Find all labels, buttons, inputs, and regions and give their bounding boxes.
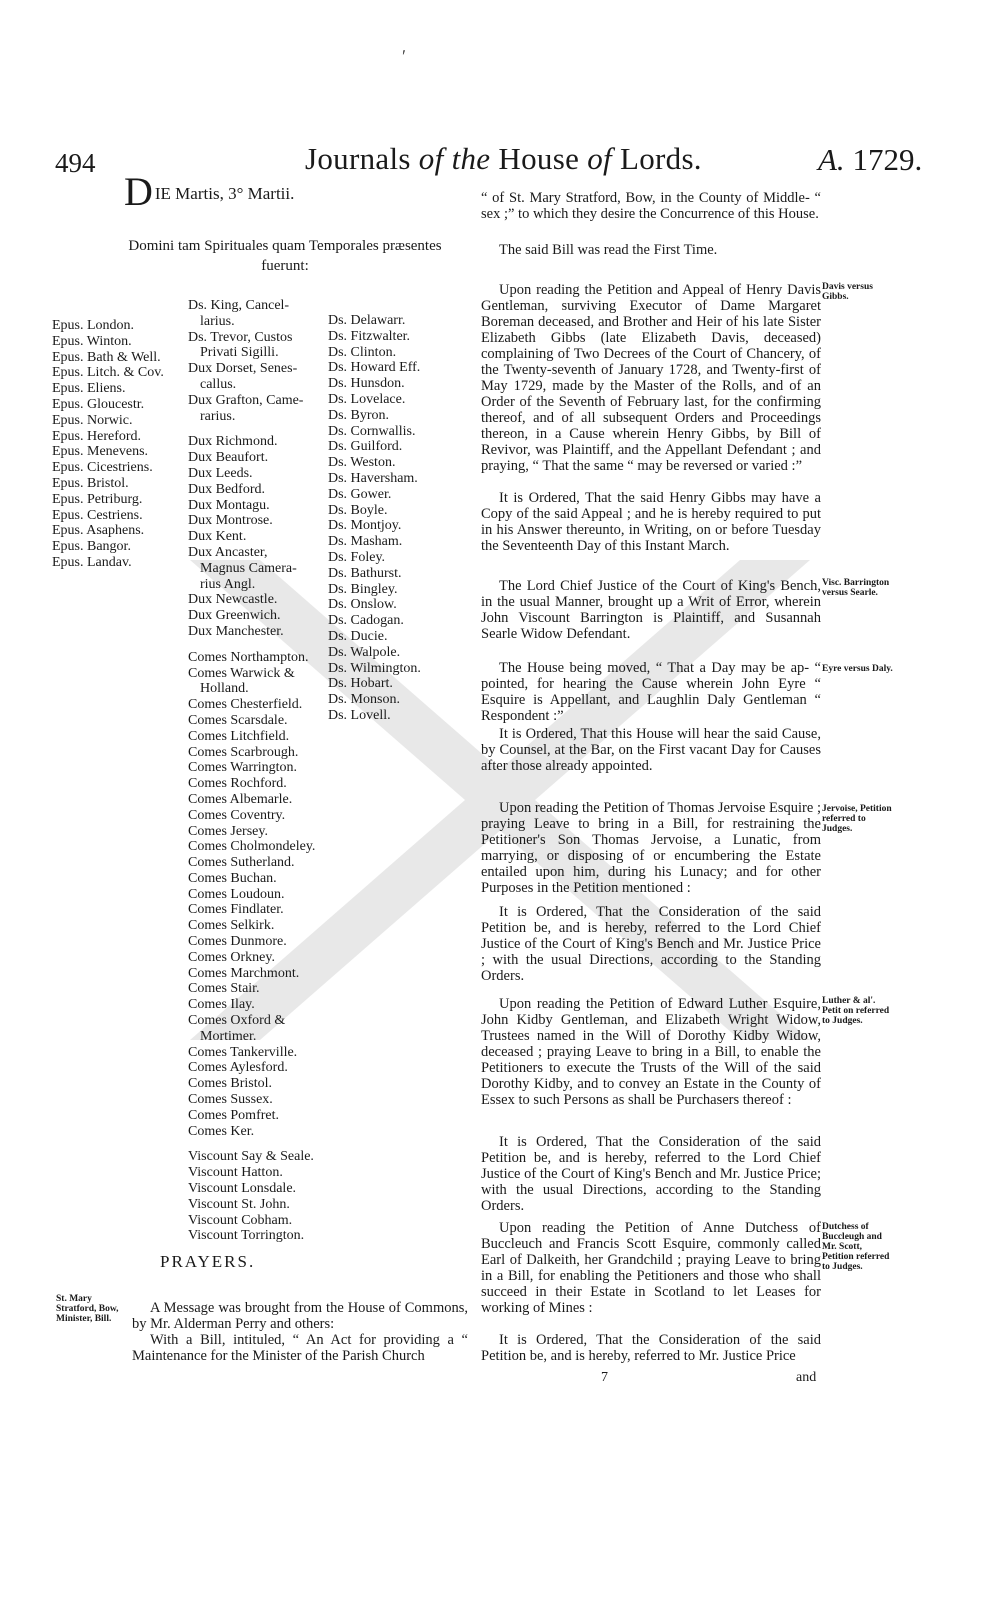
margin-note: St. Mary Stratford, Bow, Minister, Bill. (56, 1294, 119, 1324)
lord-entry: Epus. Gloucestr. (52, 396, 145, 412)
lord-entry: Epus. Eliens. (52, 381, 126, 397)
lord-entry: Epus. Litch. & Cov. (52, 365, 164, 381)
lords-barons-column: Ds. Delawarr. Ds. Fitzwalter. Ds. Clinton. Ds. Howard Eff. Ds. Hunsdon. Ds. Lovelace. Ds. Byron. Ds. Cornwallis. Ds. Guilford. Ds. Weston. Ds. Haversham. Ds. Gower. Ds. Boyle. Ds. Montjoy. Ds. Masham. Ds. Foley. Ds. Bathurst. Ds. Bingley. Ds. Onslow. Ds. Cadogan. Ds. Ducie. Ds. Walpole. Ds. Wilmington. Ds. Hobart. Ds. Monson. Ds. Lovell. (328, 313, 421, 723)
lord-entry: Epus. Petriburg. (52, 491, 143, 507)
paragraph: It is Ordered, That this House will hear the said Cause, by Counsel, at the Bar, on the First vacant Day for Causes after those already appointed. (481, 726, 821, 774)
sitting-date: IE Martis, 3° Martii. (154, 184, 295, 203)
paragraph: Upon reading the Petition of Edward Luther Esquire, John Kidby Gentleman, and Elizabeth Wright Widow, Trustees named in the Will of Dorothy Kidby Widow, deceased ; praying Leave to bring in a Bill, to enable the Petitioners to execute the Trusts of the Will of the said Dorothy Kidby, and to convey an Estate in the County of Essex to such Persons as shall be Purchasers thereof : (481, 996, 821, 1108)
paragraph: Upon reading the Petition of Anne Dutchess of Buccleuch and Francis Scott Esquire, commonly called Earl of Dalkeith, her Grandchild ; praying Leave to bring in a Bill, for enabling the Petitioners and those who shall succeed in their Estate in Scotland to let Leases for working of Mines : (481, 1220, 821, 1316)
left-text-block (132, 1300, 468, 1364)
lord-entry: Dux Grafton, Came- (188, 392, 304, 408)
signature-mark: 7 (601, 1370, 608, 1385)
lord-entry: Epus. London. (52, 318, 135, 333)
lord-entry: Epus. Winton. (52, 333, 132, 349)
paragraph: It is Ordered, That the Consideration of the said Petition be, and is hereby, referred to the Lord Chief Justice of the Court of King's Bench and Mr. Justice Price ; with the usual Directions, according to the Standing Orders. (481, 904, 821, 984)
margin-note: Dutchess of Buccleugh and Mr. Scott, Petition referred to Judges. (822, 1222, 890, 1272)
catchword: and (796, 1370, 817, 1385)
lord-entry: Epus. Bath & Well. (52, 349, 161, 365)
running-title: Journals of the House of Lords. (305, 141, 702, 176)
paragraph: Upon reading the Petition of Thomas Jervoise Esquire ; praying Leave to bring in a Bill, for restraining the Petitioner's Son Thomas Jervoise, a Lunatic, from marrying, or disposing of or encumbering the Estate entailed upon him, during his Lunacy; and for other Purposes in the Petition mentioned : (481, 800, 821, 896)
page-number: 494 (55, 148, 96, 178)
margin-note: Visc. Barrington versus Searle. (822, 578, 890, 598)
paragraph: “ of St. Mary Stratford, Bow, in the County of Middle- “ sex ;” to which they desire the Concurrence of this House. (481, 190, 821, 222)
lords-spiritual-column (52, 318, 164, 571)
lord-entry: Epus. Cicestriens. (52, 460, 153, 476)
paragraph: The House being moved, “ That a Day may be ap- “ pointed, for hearing the Cause wherein John Eyre “ Esquire is Appellant, and Laughlin Daly Gentleman “ Respondent :” (481, 660, 821, 724)
paragraph: With a Bill, intituled, “ An Act for providing a “ Maintenance for the Minister of the Parish Church (132, 1332, 468, 1364)
present-heading: Domini tam Spirituales quam Temporales præsentes fuerunt: (128, 238, 442, 274)
year: A. 1729. (818, 142, 923, 177)
lord-entry: Epus. Bangor. (52, 539, 131, 555)
paragraph: The said Bill was read the First Time. (499, 242, 718, 258)
paragraph: It is Ordered, That the Consideration of the said Petition be, and is hereby, referred to Mr. Justice Price (481, 1332, 821, 1364)
paragraph: It is Ordered, That the said Henry Gibbs may have a Copy of the said Appeal ; and he is hereby required to put in his Answer thereunto, in Writing, on or before Tuesday the Seventeenth Day of this Instant March. (481, 490, 821, 554)
lord-entry: Dux Dorset, Senes- (188, 361, 298, 377)
margin-note: Jervoise, Petition referred to Judges. (822, 804, 892, 834)
lord-entry: Epus. Menevens. (52, 444, 149, 460)
lord-entry: Epus. Cestriens. (52, 507, 143, 523)
paragraph: A Message was brought from the House of Commons, by Mr. Alderman Perry and others: (132, 1300, 468, 1332)
paragraph: The Lord Chief Justice of the Court of King's Bench, in the usual Manner, brought up a Writ of Error, wherein John Viscount Barrington is Plaintiff, and Susannah Searle Widow Defendant. (481, 578, 821, 642)
sitting-heading (124, 168, 294, 215)
paragraph: It is Ordered, That the Consideration of the said Petition be, and is hereby, referred to the Lord Chief Justice of the Court of King's Bench and Mr. Justice Price; with the usual Directions, according to the Standing Orders. (481, 1134, 821, 1214)
prayers-heading: PRAYERS. (160, 1252, 256, 1271)
margin-note: Eyre versus Daly. (822, 664, 893, 674)
lord-entry: Ds. Trevor, Custos (188, 329, 293, 345)
lord-entry: Epus. Norwic. (52, 412, 133, 428)
paragraph: Upon reading the Petition and Appeal of Henry Davis Gentleman, surviving Executor of Dame Margaret Boreman deceased, and Brother and Heir of his late Sister Elizabeth Gibbs (late Elizabeth Davis, deceased) complaining of Two Decrees of the Court of Chancery, of the Twenty-seventh of January 1728, and Twenty-first of May 1729, made by the Master of the Rolls, and of an Order of the Seventh of February last, for the confirming thereof, and of all subsequent Orders and Proceedings thereon, in a Cause wherein Henry Gibbs, by Bill of Revivor, was Plaintiff, and the Appellant Defendant ; and praying, “ That the same “ may be reversed or varied :” (481, 282, 821, 474)
lord-entry: Ds. King, Cancel- (188, 298, 290, 313)
margin-note: Luther & al'. Petit on referred to Judges. (822, 996, 890, 1026)
lords-temporal-column: Ds. King, Cancel- larius. Ds. Trevor, Custos Privati Sigilli. Dux Dorset, Senes- callus. Dux Grafton, Came- rarius. Dux Richmond. Dux Beaufort. Dux Leeds. Dux Bedford. Dux Montagu. Dux Montrose. Dux Kent. Dux Ancaster, Magnus Camera- rius Angl. Dux Newcastle. Dux Greenwich. Dux Manchester. Comes Northampton. Comes Warwick & Holland. Comes Chesterfield. Comes Scarsdale. Comes Litchfield. Comes Scarbrough. Comes Warrington. Comes Rochford. Comes Albemarle. Comes Coventry. Comes Jersey. Comes Cholmondeley. Comes Sutherland. Comes Buchan. Comes Loudoun. Comes Findlater. Comes Selkirk. Comes Dunmore. Comes Orkney. Comes Marchmont. Comes Stair. Comes Ilay. Comes Oxford & Mortimer. Comes Tankerville. Comes Aylesford. Comes Bristol. Comes Sussex. Comes Pomfret. Comes Ker. Viscount Say & Seale. Viscount Hatton. Viscount Lonsdale. Viscount St. John. Viscount Cobham. Viscount Torrington. (188, 298, 316, 1244)
lord-entry: Epus. Landav. (52, 554, 132, 570)
drop-cap: D (124, 169, 153, 214)
lord-entry: Epus. Hereford. (52, 428, 142, 444)
margin-note: Davis versus Gibbs. (822, 282, 873, 302)
margin-tick: ʹ (402, 46, 406, 66)
lord-entry: Epus. Bristol. (52, 475, 129, 491)
lord-entry: Epus. Asaphens. (52, 523, 145, 539)
